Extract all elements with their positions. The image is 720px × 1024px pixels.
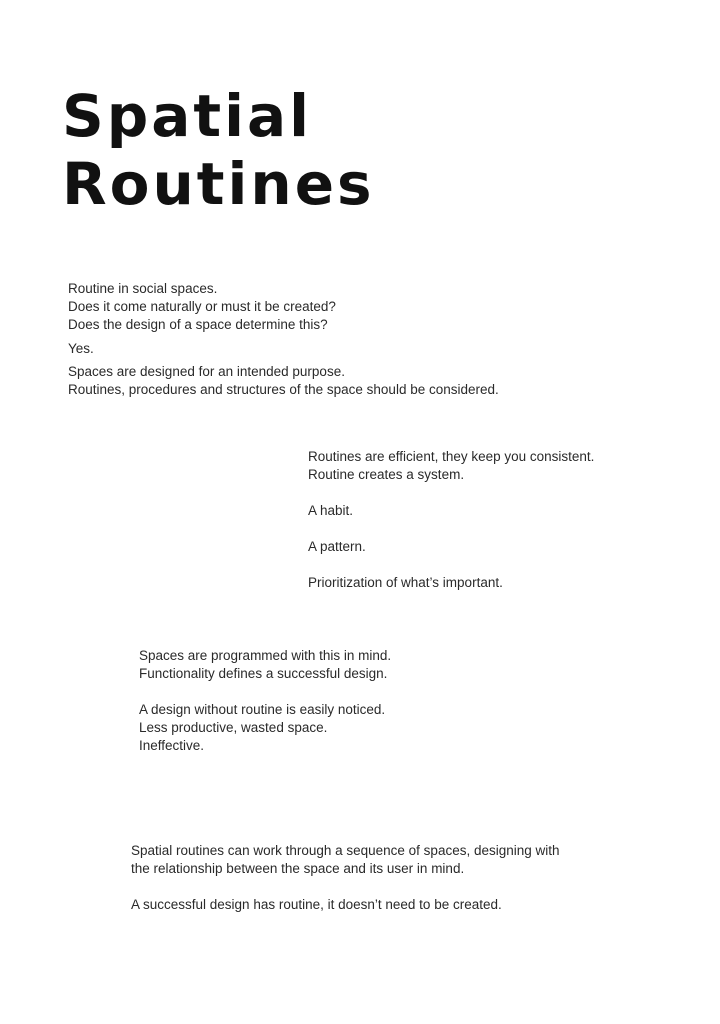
text-line: A habit.	[308, 503, 354, 518]
text-line: Routines are efficient, they keep you consistent.	[308, 449, 595, 464]
text-line: Functionality defines a successful design.	[139, 666, 388, 681]
text-line: the relationship between the space and its user in mind.	[131, 861, 465, 876]
text-line: Spatial routines can work through a sequence of spaces, designing with	[131, 843, 560, 858]
text-line: Less productive, wasted space.	[139, 720, 328, 735]
text-line: Does the design of a space determine this?	[68, 317, 328, 332]
design-function-paragraph	[139, 647, 391, 755]
text-line: Yes.	[68, 341, 94, 356]
text-line: Ineffective.	[139, 738, 205, 753]
page-title	[62, 82, 375, 218]
text-line: Spaces are designed for an intended purpose.	[68, 364, 345, 379]
text-line: Routines, procedures and structures of the space should be considered.	[68, 382, 499, 397]
text-line: A pattern.	[308, 539, 366, 554]
text-line: Routine creates a system.	[308, 467, 465, 482]
text-line: Spaces are programmed with this in mind.	[139, 648, 392, 663]
text-line: A design without routine is easily noticed.	[139, 702, 386, 717]
text-line: A successful design has routine, it doesn’t need to be created.	[131, 897, 502, 912]
text-line: Does it come naturally or must it be created?	[68, 299, 336, 314]
routine-qualities-paragraph	[308, 448, 594, 592]
intro-paragraph	[68, 280, 499, 399]
text-line: Prioritization of what’s important.	[308, 575, 503, 590]
title-line-1: Spatial	[62, 82, 313, 150]
text-line: Routine in social spaces.	[68, 281, 218, 296]
conclusion-paragraph	[131, 842, 560, 914]
title-line-2: Routines	[62, 150, 375, 218]
